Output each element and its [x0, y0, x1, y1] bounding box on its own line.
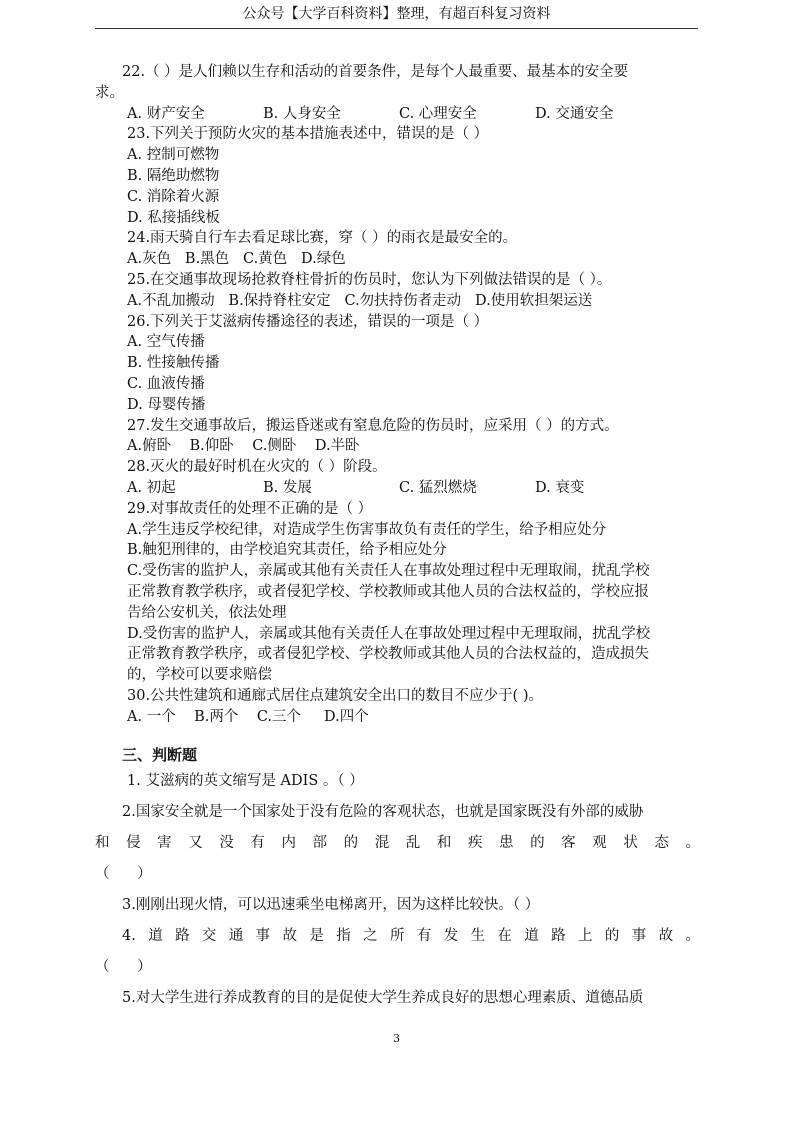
q23-option-d: D. 私接插线板 [127, 209, 220, 226]
tf-item-4-line1: 4.道路交通事故是指之所有发生在道路上的事故。 [122, 927, 700, 944]
tf-item-1: 1. 艾滋病的英文缩写是 ADIS 。（ ） [127, 772, 364, 789]
q22-stem-line2: 求。 [95, 84, 124, 101]
tf-item-4-line2: （ ） [95, 958, 152, 975]
q28-stem: 28.灭火的最好时机在火灾的（ ）阶段。 [127, 459, 387, 476]
tf-item-2-line1: 2.国家安全就是一个国家处于没有危险的客观状态，也就是国家既没有外部的威胁 [122, 803, 644, 820]
q25-stem: 25.在交通事故现场抢救脊柱骨折的伤员时，您认为下列做法错误的是（ ）。 [127, 271, 612, 288]
q25-options: A.不乱加搬动 B.保持脊柱安定 C.勿扶持伤者走动 D.使用软担架运送 [127, 292, 593, 309]
tf-item-2-line3: （ ） [95, 865, 152, 882]
q28-option-b: B. 发展 [263, 479, 312, 496]
q22-option-d: D. 交通安全 [535, 105, 614, 122]
q29-option-b: B.触犯刑律的，由学校追究其责任，给予相应处分 [127, 542, 447, 559]
q29-stem: 29.对事故责任的处理不正确的是（ ） [127, 500, 373, 517]
page-header: 公众号【大学百科资料】整理，有超百科复习资料 [242, 6, 551, 22]
q22-option-c: C. 心理安全 [399, 105, 477, 122]
header-divider [95, 28, 698, 29]
q29-option-c-line2: 正常教育教学秩序，或者侵犯学校、学校教师或其他人员的合法权益的，学校应报 [127, 583, 649, 600]
q29-option-c-line1: C.受伤害的监护人，亲属或其他有关责任人在事故处理过程中无理取闹，扰乱学校 [127, 563, 650, 580]
q24-stem: 24.雨天骑自行车去看足球比赛，穿（ ）的雨衣是最安全的。 [127, 230, 518, 247]
q26-option-b: B. 性接触传播 [127, 355, 220, 372]
q23-stem: 23.下列关于预防火灾的基本措施表述中，错误的是（ ） [127, 126, 489, 143]
q26-option-a: A. 空气传播 [127, 334, 205, 351]
q24-options: A.灰色 B.黑色 C.黄色 D.绿色 [127, 251, 346, 268]
q28-option-d: D. 衰变 [535, 479, 585, 496]
q22-option-b: B. 人身安全 [263, 105, 341, 122]
q30-stem: 30.公共性建筑和通廊式居住点建筑安全出口的数目不应少于( )。 [127, 687, 543, 704]
q23-option-a: A. 控制可燃物 [127, 147, 220, 164]
section-title-true-false: 三、判断题 [122, 745, 198, 764]
q29-option-d-line3: 的，学校可以要求赔偿 [127, 667, 272, 684]
q23-option-b: B. 隔绝助燃物 [127, 167, 220, 184]
q29-option-d-line1: D.受伤害的监护人，亲属或其他有关责任人在事故处理过程中无理取闹，扰乱学校 [127, 625, 651, 642]
q29-option-d-line2: 正常教育教学秩序，或者侵犯学校、学校教师或其他人员的合法权益的，造成损失 [127, 646, 649, 663]
q22-options [95, 104, 700, 125]
q22-stem-line1: 22.（ ）是人们赖以生存和活动的首要条件，是每个人最重要、最基本的安全要 [122, 64, 629, 80]
q30-options: A. 一个 B.两个 C.三个 D.四个 [127, 708, 369, 725]
q28-options [95, 478, 700, 499]
q27-options: A.俯卧 B.仰卧 C.侧卧 D.半卧 [127, 438, 360, 455]
tf-item-5: 5.对大学生进行养成教育的目的是促使大学生养成良好的思想心理素质、道德品质 [122, 989, 644, 1006]
q26-option-d: D. 母婴传播 [127, 396, 206, 413]
q28-option-c: C. 猛烈燃烧 [399, 479, 477, 496]
document-body [95, 62, 700, 1014]
tf-item-3: 3.刚刚出现火情，可以迅速乘坐电梯离开，因为这样比较快。（ ） [122, 896, 540, 913]
q23-option-c: C. 消除着火源 [127, 188, 220, 205]
tf-item-2-line2: 和侵害又没有内部的混乱和疾患的客观状态。 [95, 834, 700, 851]
q29-option-a: A.学生违反学校纪律，对造成学生伤害事故负有责任的学生，给予相应处分 [127, 521, 607, 538]
q29-option-c-line3: 告给公安机关，依法处理 [127, 604, 287, 621]
page-number: 3 [393, 1032, 400, 1045]
q26-stem: 26.下列关于艾滋病传播途径的表述，错误的一项是（ ） [127, 313, 489, 330]
q28-option-a: A. 初起 [127, 479, 176, 496]
q26-option-c: C. 血液传播 [127, 375, 205, 392]
q27-stem: 27.发生交通事故后，搬运昏迷或有窒息危险的伤员时，应采用（ ）的方式。 [127, 417, 619, 434]
q22-option-a: A. 财产安全 [127, 105, 205, 122]
